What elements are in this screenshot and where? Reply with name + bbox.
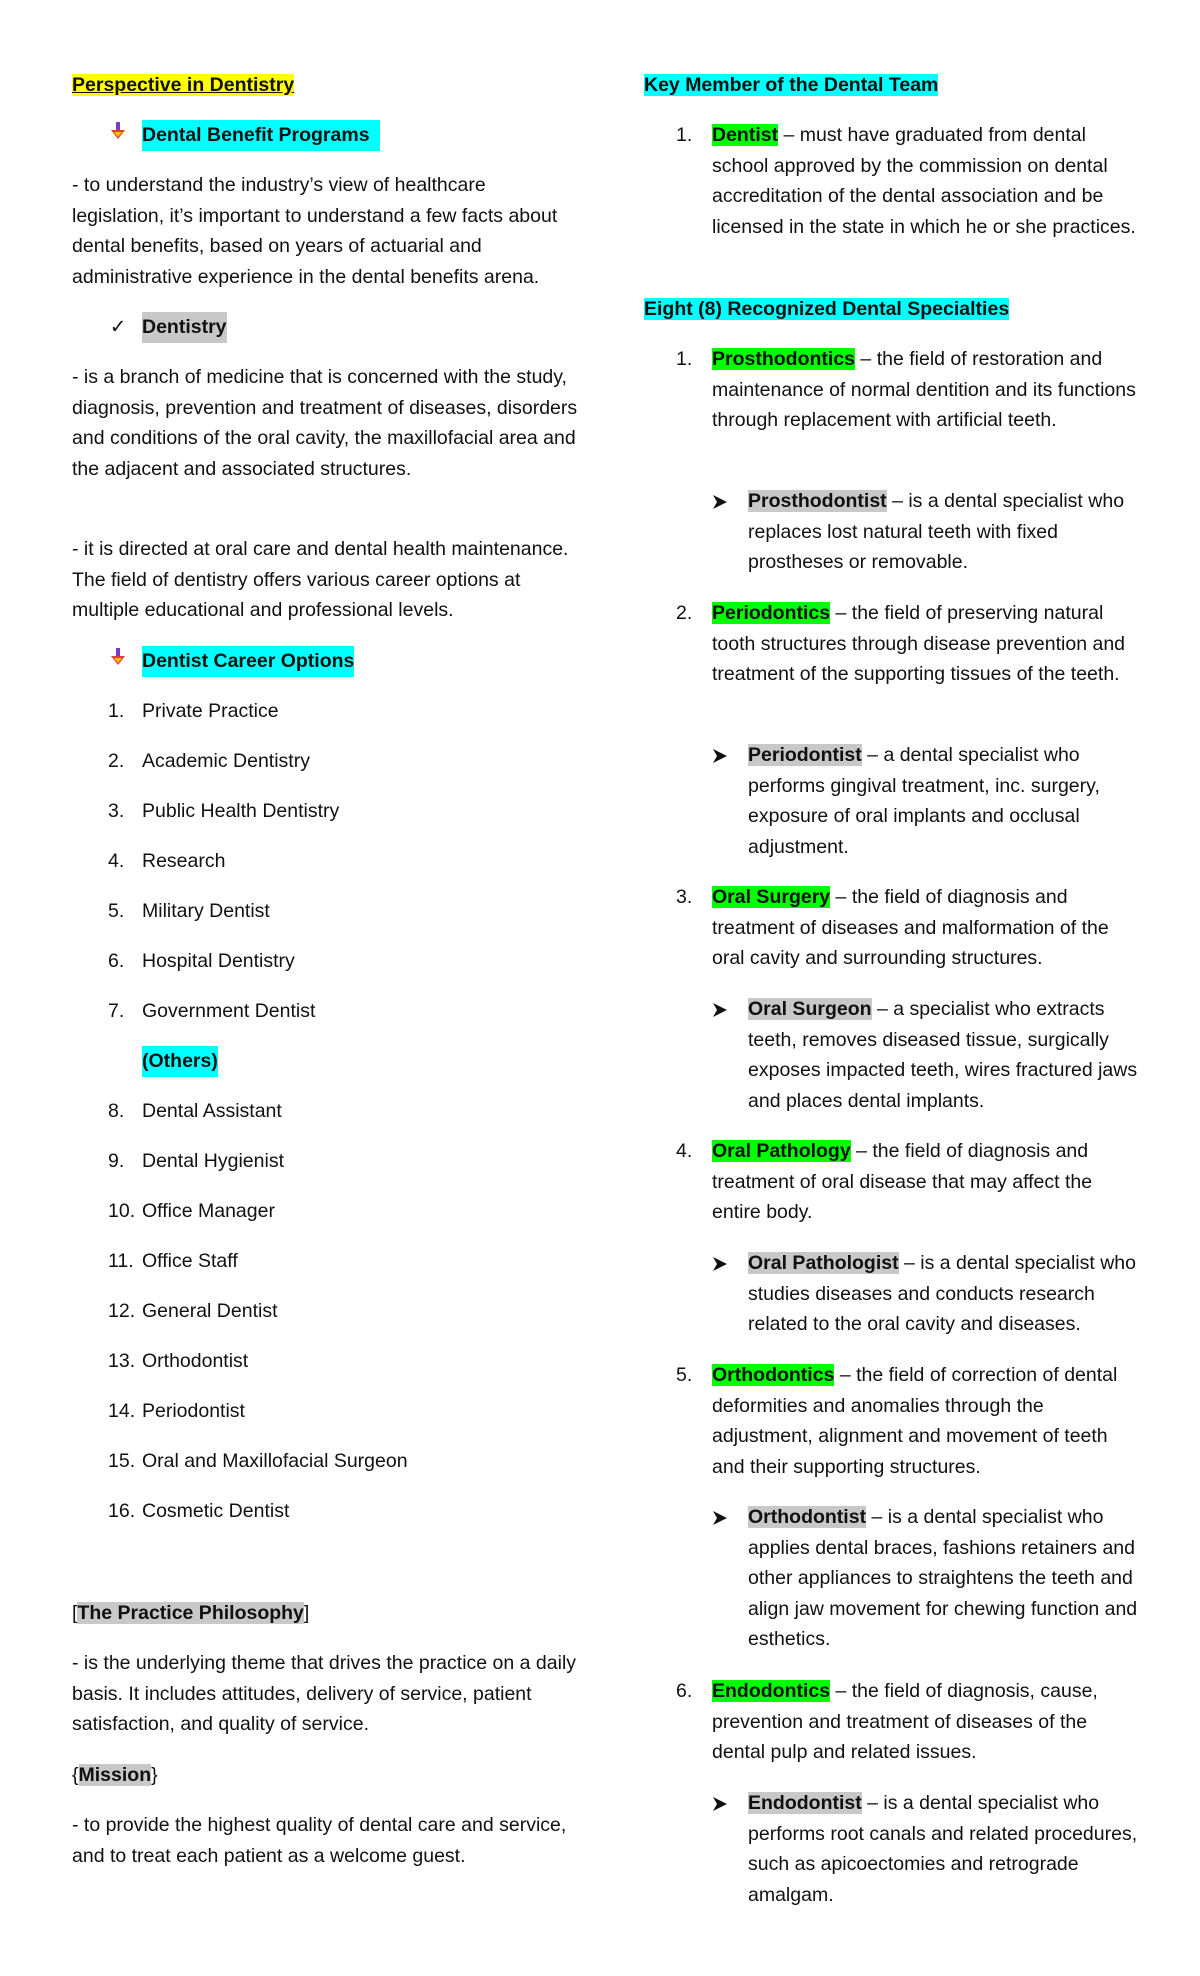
arrow-down-bullet-icon (108, 120, 128, 151)
others-label: (Others) (142, 1046, 218, 1077)
list-item: 12. General Dentist (108, 1300, 278, 1322)
list-item: 8. Dental Assistant (108, 1100, 282, 1122)
list-item: 10. Office Manager (108, 1200, 275, 1222)
list-item: 9. Dental Hygienist (108, 1150, 284, 1172)
specialties-heading: Eight (8) Recognized Dental Specialties (644, 298, 1010, 320)
dentistry-text-1: - is a branch of medicine that is concerned with the study, diagnosis, prevention and treatment of diseases, disorders and conditions of the oral cavity, the maxillofacial area and the adjacent and associated structures. (72, 366, 578, 480)
arrow-bullet-icon (712, 994, 732, 1018)
career-heading: Dentist Career Options (142, 646, 354, 677)
arrow-bullet-icon (712, 1788, 732, 1812)
page-title: Perspective in Dentistry (72, 74, 295, 96)
list-item: 6. Hospital Dentistry (108, 950, 295, 972)
list-item: 14. Periodontist (108, 1400, 245, 1422)
others-label-row (72, 1046, 578, 1096)
list-item: 4. Research (108, 850, 226, 872)
dentistry-heading: Dentistry (142, 312, 227, 343)
philosophy-heading: [The Practice Philosophy] (72, 1602, 310, 1624)
list-item: 3. Public Health Dentistry (108, 800, 340, 822)
arrow-bullet-icon (712, 1502, 732, 1526)
list-item: 2. Academic Dentistry (108, 750, 310, 772)
arrow-down-bullet-icon (108, 646, 128, 677)
arrow-bullet-icon (712, 740, 732, 764)
dentistry-text-2: - it is directed at oral care and dental health maintenance. The field of dentistry offers various career options at multiple educational and professional levels. (72, 538, 569, 621)
list-item: 7. Government Dentist (108, 1000, 316, 1022)
team-heading: Key Member of the Dental Team (644, 74, 939, 96)
list-item: 15. Oral and Maxillofacial Surgeon (108, 1450, 408, 1472)
check-bullet-icon: ✓ (109, 316, 127, 338)
list-item: 16. Cosmetic Dentist (108, 1500, 290, 1522)
list-item: 11. Office Staff (108, 1250, 238, 1272)
mission-heading: {Mission} (72, 1764, 158, 1786)
list-item: 5. Military Dentist (108, 900, 270, 922)
list-item: 1. Private Practice (108, 700, 279, 722)
career-list (72, 696, 578, 1546)
mission-text: - to provide the highest quality of dental care and service, and to treat each patient as a welcome guest. (72, 1814, 567, 1867)
list-item: 13. Orthodontist (108, 1350, 249, 1372)
philosophy-text: - is the underlying theme that drives the practice on a daily basis. It includes attitudes, delivery of service, patient satisfaction, and quality of service. (72, 1652, 577, 1735)
benefit-text: - to understand the industry’s view of healthcare legislation, it’s important to understand a few facts about dental benefits, based on years of actuarial and administrative experience in the dental benefits arena. (72, 174, 558, 288)
benefit-heading: Dental Benefit Programs (142, 120, 380, 151)
arrow-bullet-icon (712, 486, 732, 510)
arrow-bullet-icon (712, 1248, 732, 1272)
